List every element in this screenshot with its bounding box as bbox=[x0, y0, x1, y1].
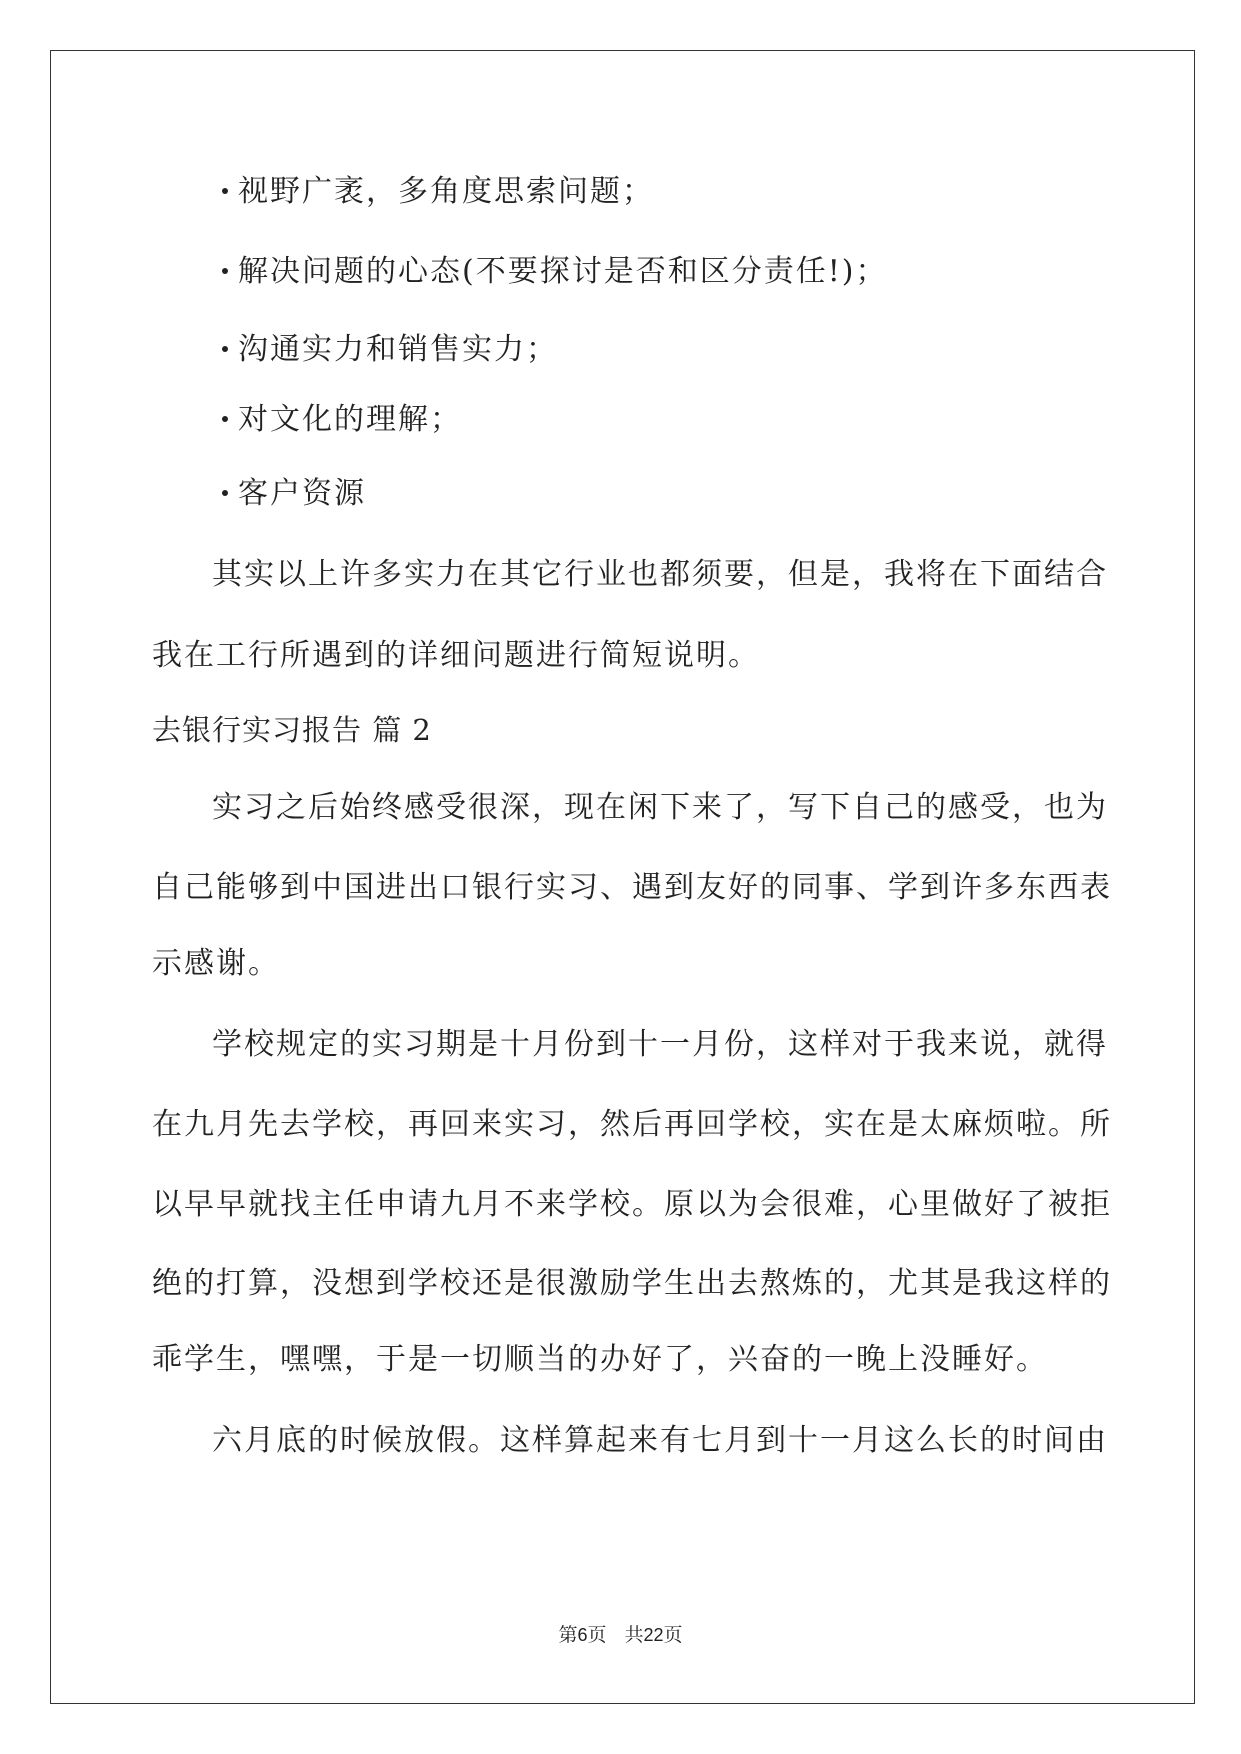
list-item bbox=[222, 330, 558, 370]
paragraph-line: 在九月先去学校，再回来实习，然后再回学校，实在是太麻烦啦。所 bbox=[152, 1107, 1112, 1142]
current-page-number: 6 bbox=[577, 1625, 588, 1645]
bullet-icon bbox=[222, 188, 228, 194]
paragraph-line: 其实以上许多实力在其它行业也都须要，但是，我将在下面结合 bbox=[212, 557, 1108, 592]
footer-prefix: 第 bbox=[558, 1625, 578, 1646]
paragraph-line: 实习之后始终感受很深，现在闲下来了，写下自己的感受，也为 bbox=[212, 790, 1108, 825]
paragraph-line: 自己能够到中国进出口银行实习、遇到友好的同事、学到许多东西表 bbox=[152, 870, 1112, 905]
bullet-icon bbox=[222, 490, 228, 496]
footer-total-prefix: 共 bbox=[624, 1625, 644, 1646]
list-item-text: 客户资源 bbox=[238, 476, 366, 511]
paragraph-line: 以早早就找主任申请九月不来学校。原以为会很难，心里做好了被拒 bbox=[152, 1187, 1112, 1222]
paragraph-line: 六月底的时候放假。这样算起来有七月到十一月这么长的时间由 bbox=[212, 1423, 1108, 1458]
paragraph-line: 绝的打算，没想到学校还是很激励学生出去熬炼的，尤其是我这样的 bbox=[152, 1266, 1112, 1301]
list-item bbox=[222, 400, 462, 440]
footer-page-word: 页 bbox=[587, 1625, 607, 1646]
footer-total-suffix: 页 bbox=[663, 1625, 683, 1646]
list-item-text: 视野广袤，多角度思索问题； bbox=[238, 174, 654, 209]
paragraph-line: 示感谢。 bbox=[152, 946, 280, 981]
section-heading: 去银行实习报告 篇 2 bbox=[152, 713, 432, 747]
paragraph-line: 乖学生，嘿嘿，于是一切顺当的办好了，兴奋的一晚上没睡好。 bbox=[152, 1342, 1048, 1377]
list-item-text: 对文化的理解； bbox=[238, 402, 462, 437]
list-item bbox=[222, 252, 887, 292]
list-item bbox=[222, 474, 366, 514]
list-item-text: 沟通实力和销售实力； bbox=[238, 332, 558, 367]
paragraph-line: 我在工行所遇到的详细问题进行简短说明。 bbox=[152, 638, 760, 673]
paragraph-line: 学校规定的实习期是十月份到十一月份，这样对于我来说，就得 bbox=[212, 1027, 1108, 1062]
bullet-icon bbox=[222, 416, 228, 422]
total-pages-number: 22 bbox=[643, 1625, 664, 1645]
list-item-text: 解决问题的心态(不要探讨是否和区分责任!)； bbox=[238, 254, 888, 289]
bullet-icon bbox=[222, 346, 228, 352]
bullet-icon bbox=[222, 268, 228, 274]
page-footer bbox=[0, 1623, 1241, 1648]
list-item bbox=[222, 172, 654, 212]
